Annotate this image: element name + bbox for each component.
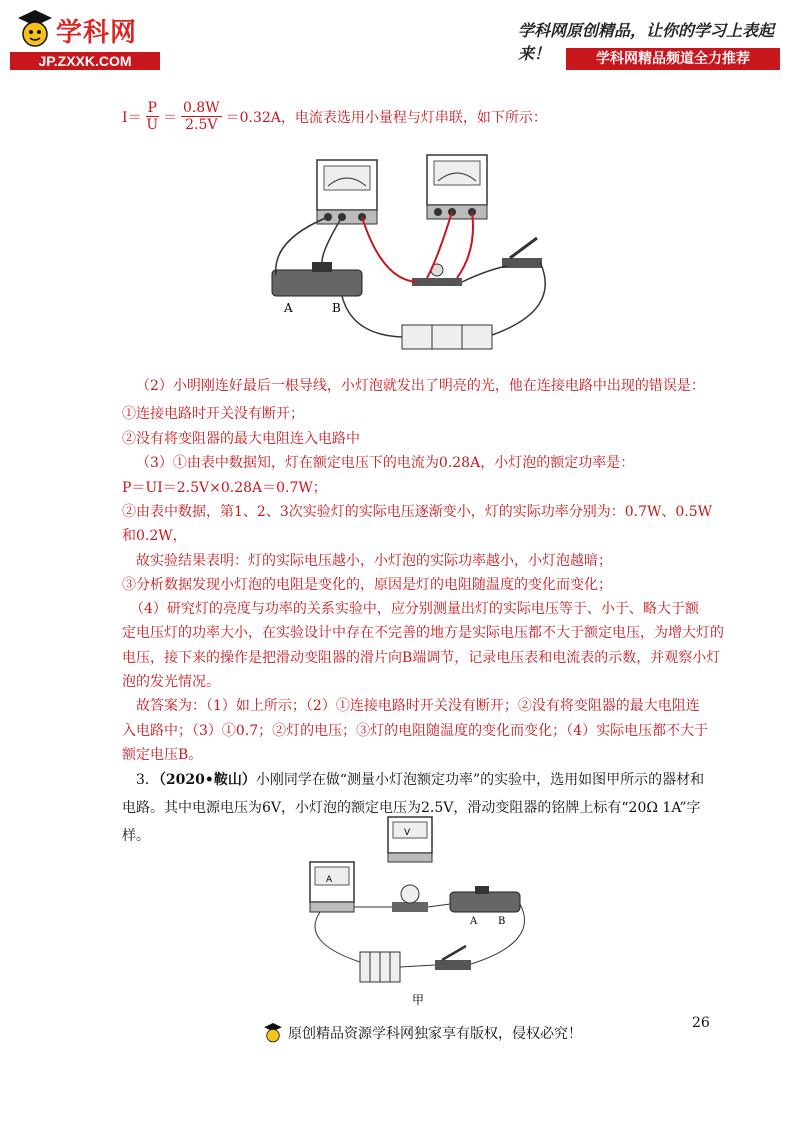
fraction-values bbox=[181, 100, 222, 133]
switch-icon bbox=[435, 946, 471, 970]
answer-line-5: P＝UI＝2.5V×0.28A＝0.7W； bbox=[122, 480, 327, 496]
mascot-icon bbox=[262, 1022, 284, 1044]
answer-line-9: ③分析数据发现小灯泡的电阻是变化的，原因是灯的电阻随温度的变化而变化； bbox=[122, 577, 612, 593]
voltmeter-icon bbox=[427, 155, 487, 219]
answer-line-8: 故实验结果表明：灯的实际电压越小，小灯泡的实际功率越小，小灯泡越暗； bbox=[136, 553, 612, 569]
answer-line-4: （3）①由表中数据知，灯在额定电压下的电流为0.28A，小灯泡的额定功率是： bbox=[136, 455, 635, 471]
battery-icon bbox=[360, 952, 400, 982]
rheostat-icon bbox=[272, 262, 362, 315]
answer-line-7: 和0.2W， bbox=[122, 528, 187, 544]
logo-name: 学科网 bbox=[56, 18, 138, 48]
ammeter-label: A bbox=[326, 875, 333, 885]
frac2-num: 0.8W bbox=[182, 100, 220, 116]
frac1-den: U bbox=[146, 117, 159, 133]
lamp-icon bbox=[392, 885, 428, 912]
fraction-p-over-u bbox=[146, 100, 159, 133]
page-footer bbox=[262, 1022, 582, 1044]
formula-lhs: I＝ bbox=[122, 109, 142, 126]
answer-line-14: 故答案为：（1）如上所示；（2）①连接电路时开关没有断开；②没有将变阻器的最大电阻连 bbox=[136, 698, 700, 714]
answer-line-15: 入电路中；（3）①0.7；②灯的电压；③灯的电阻随温度的变化而变化；（4）实际电压都不大于 bbox=[122, 723, 709, 739]
rheostat-label-a: A bbox=[470, 916, 478, 927]
formula-tail: ＝0.32A，电流表选用小量程与灯串联，如下所示： bbox=[225, 109, 547, 126]
problem-text-2: 电路。其中电源电压为6V，小灯泡的额定电压为2.5V，滑动变阻器的铭牌上标有“20Ω 1A”字样。 bbox=[122, 800, 701, 844]
rheostat-label-b: B bbox=[498, 916, 506, 927]
current-formula bbox=[122, 100, 547, 133]
circuit-figure-2 bbox=[300, 812, 540, 1012]
footer-copyright: 原创精品资源学科网独家享有版权，侵权必究！ bbox=[288, 1026, 582, 1042]
problem-source: （2020•鞍山） bbox=[158, 772, 256, 788]
switch-icon bbox=[502, 238, 542, 268]
lamp-icon bbox=[412, 264, 462, 286]
answer-line-2: ①连接电路时开关没有断开； bbox=[122, 406, 304, 422]
voltmeter-label: V bbox=[404, 828, 411, 838]
mascot-icon bbox=[14, 8, 56, 50]
answer-line-11: 定电压灯的功率大小，在实验设计中存在不完善的地方是实际电压都不大于额定电压，为增大灯的 bbox=[122, 625, 724, 641]
page-number: 26 bbox=[692, 1015, 710, 1031]
rheostat-label-a: A bbox=[284, 301, 293, 315]
page-header bbox=[0, 0, 800, 90]
problem-text-1: 小刚同学在做“测量小灯泡额定功率”的实验中，选用如图甲所示的器材和 bbox=[255, 772, 705, 788]
answer-line-12: 电压，接下来的操作是把滑动变阻器的滑片向B端调节，记录电压表和电流表的示数，并观察小灯 bbox=[122, 650, 721, 666]
ammeter-icon bbox=[317, 160, 377, 224]
answer-line-3: ②没有将变阻器的最大电阻连入电路中 bbox=[122, 431, 360, 447]
ammeter-icon bbox=[310, 862, 354, 912]
battery-icon bbox=[402, 325, 492, 349]
answer-line-1: （2）小明刚连好最后一根导线，小灯泡就发出了明亮的光，他在连接电路中出现的错误是： bbox=[136, 378, 705, 394]
voltmeter-icon bbox=[388, 817, 432, 862]
header-banner: 学科网精品频道全力推荐 bbox=[566, 48, 780, 70]
header-slogan: 学科网原创精品，让你的学习上表起来！ bbox=[518, 21, 775, 63]
answer-line-13: 泡的发光情况。 bbox=[122, 674, 220, 690]
answer-line-10: （4）研究灯的亮度与功率的关系实验中，应分别测量出灯的实际电压等于、小于、略大于额 bbox=[130, 601, 699, 617]
logo-url[interactable]: JP.ZXXK.COM bbox=[10, 52, 160, 70]
circuit-figure-1 bbox=[262, 150, 562, 360]
answer-line-6: ②由表中数据，第1、2、3次实验灯的实际电压逐渐变小，灯的实际功率分别为：0.7W、0.5W bbox=[122, 504, 713, 520]
frac1-num: P bbox=[147, 100, 157, 116]
rheostat-icon bbox=[450, 886, 520, 927]
problem-number: 3． bbox=[136, 772, 159, 788]
figure-caption: 甲 bbox=[412, 993, 425, 1007]
rheostat-label-b: B bbox=[332, 301, 341, 315]
frac2-den: 2.5V bbox=[185, 117, 218, 133]
answer-line-16: 额定电压B。 bbox=[122, 747, 203, 763]
formula-eq: ＝ bbox=[162, 109, 177, 126]
